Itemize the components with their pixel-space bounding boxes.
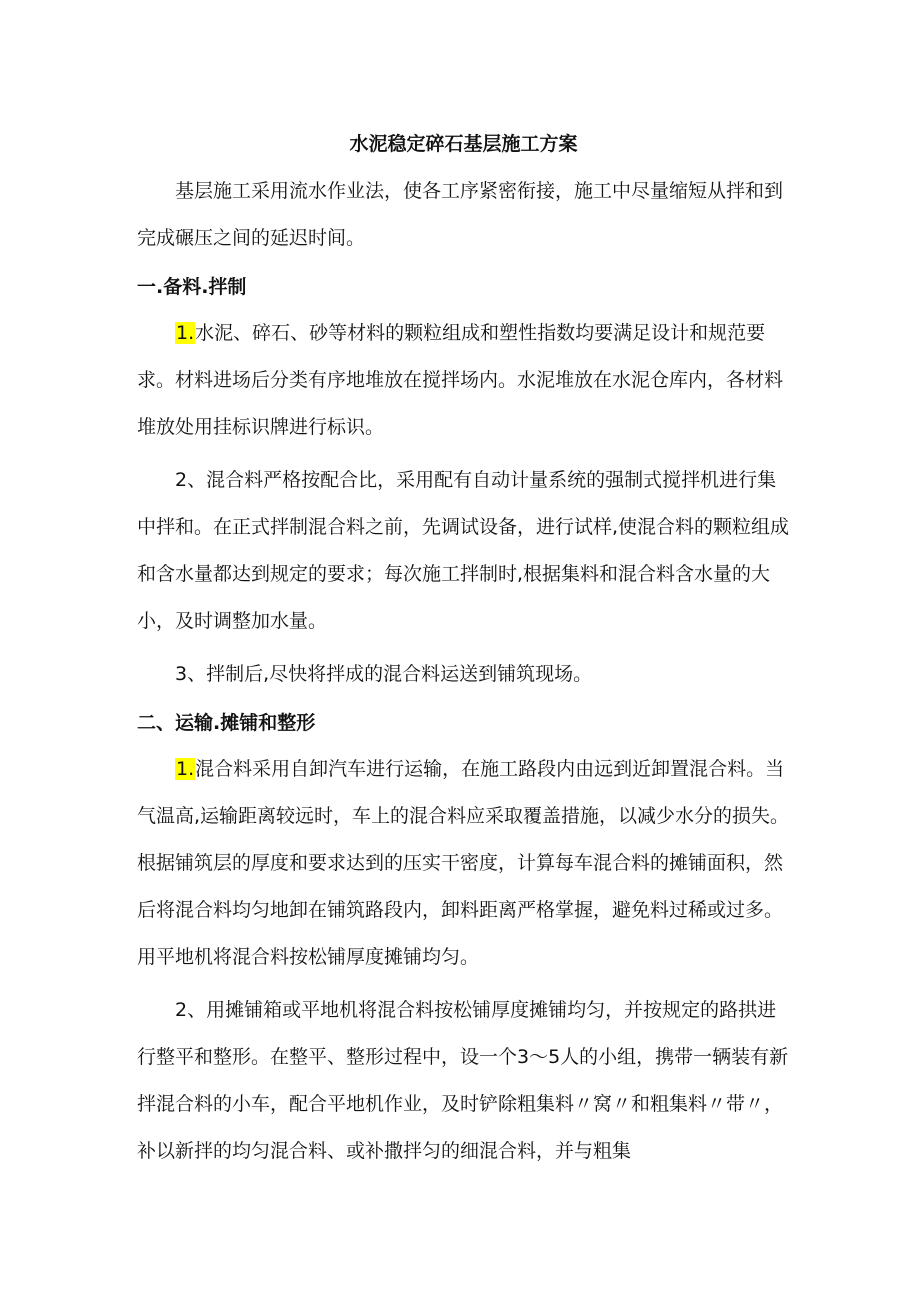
section1-item1 [137,310,790,451]
highlighted-number: 1. [176,758,195,780]
section1-item1-text: 水泥、碎石、砂等材料的颗粒组成和塑性指数均要满足设计和规范要求。材料进场后分类有序地堆放在搅拌场内。水泥堆放在水泥仓库内，各材料堆放处用挂标识牌进行标识。 [137,322,784,438]
section2-item1 [137,746,790,981]
highlighted-number: 1. [176,322,195,344]
section2-item1-text: 混合料采用自卸汽车进行运输，在施工路段内由远到近卸置混合料。当气温高,运输距离较远时，车上的混合料应采取覆盖措施，以减少水分的损失。根据铺筑层的厚度和要求达到的压实干密度，计算每车混合料的摊铺面积，然后将混合料均匀地卸在铺筑路段内，卸料距离严格掌握，避免料过稀或过多。用平地机将混合料按松铺厚度摊铺均匀。 [137,758,790,968]
section1-item3: 3、拌制后,尽快将拌成的混合料运送到铺筑现场。 [175,663,593,685]
section-heading-1: 一.备料.拌制 [137,276,247,298]
document-title: 水泥稳定碎石基层施工方案 [349,133,578,155]
section-heading-2: 二、运输.摊铺和整形 [137,712,316,734]
intro-paragraph: 基层施工采用流水作业法，使各工序紧密衔接，施工中尽量缩短从拌和到完成碾压之间的延迟时间。 [137,180,784,249]
section2-item2: 2、用摊铺箱或平地机将混合料按松铺厚度摊铺均匀，并按规定的路拱进行整平和整形。在整平、整形过程中，设一个3〜5人的小组，携带一辆装有新拌混合料的小车，配合平地机作业，及时铲除粗集料〃窝〃和粗集料〃带〃，补以新拌的均匀混合料、或补撒拌匀的细混合料，并与粗集 [137,999,789,1162]
section1-item2: 2、混合料严格按配合比，采用配有自动计量系统的强制式搅拌机进行集中拌和。在正式拌制混合料之前，先调试设备，进行试样,使混合料的颗粒组成和含水量都达到规定的要求；每次施工拌制时,根据集料和混合料含水量的大小，及时调整加水量。 [137,469,790,632]
